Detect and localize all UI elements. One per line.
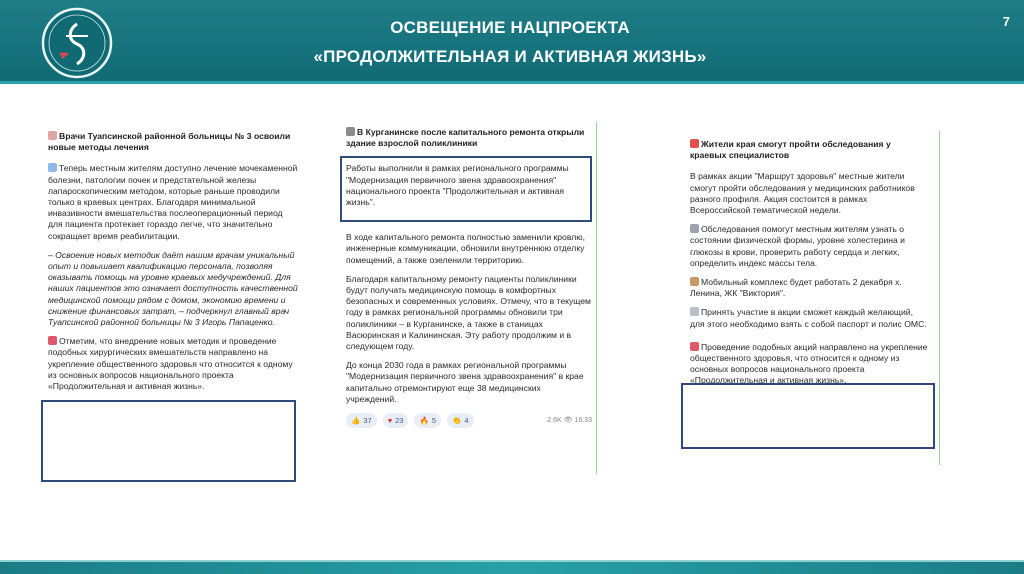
- post-paragraph: Теперь местным жителям доступно лечение мочекаменной болезни, патологии почек и предстательной железы лапароскопическим методом, которые раньше проводили только в краевых центрах. Благодаря минимальной инвазивности вмешательства послеоперационный период для пациента протекает гораздо легче, что значительно сокращает время реабилитации.: [48, 163, 298, 241]
- post-paragraph: Обследования помогут местным жителям узнать о состоянии физической формы, уровне холестерина и глюкозы в крови, проверить работу сердца и легких, определить индекс массы тела.: [690, 224, 905, 268]
- eye-icon: 👁: [563, 417, 573, 425]
- reaction-heart[interactable]: ♥ 23: [383, 413, 409, 428]
- post-paragraph: До конца 2030 года в рамках региональной программы "Модернизация первичного звена здравоохранения" в крае капитально отремонтируют еще 38 медицинских учреждений.: [346, 360, 584, 404]
- hospital-emoji-icon: [48, 131, 57, 140]
- thumbs-up-icon: 👍: [351, 416, 361, 426]
- sparkle-emoji-icon: [48, 163, 57, 172]
- pill-emoji-icon: [690, 342, 699, 351]
- post-paragraph: Проведение подобных акций направлено на укрепление общественного здоровья, что относится к одному из основных вопросов национального проекта «Продолжительная и активная жизнь».: [690, 341, 928, 386]
- document-emoji-icon: [690, 307, 699, 316]
- highlight-box: [681, 383, 935, 449]
- post-heading: Врачи Туапсинской районной больницы № 3 освоили новые методы лечения: [48, 131, 291, 153]
- building-emoji-icon: [346, 127, 355, 136]
- post-quote: – Освоение новых методик даёт нашим врачам уникальный опыт и повышает квалификацию персонала, позволяя оказывать помощь на уровне краевых медучреждений. Для наших пациентов это означает доступность качественной медицинской помощи рядом с домом, экономию времени и снижение финансовых затрат, – подчеркнул главный врач Туапсинской районной больницы № 3 Игорь Папаценко.: [48, 249, 298, 328]
- stethoscope-emoji-icon: [690, 224, 699, 233]
- red-cross-emoji-icon: [690, 139, 699, 148]
- slide-title-line2: «ПРОДОЛЖИТЕЛЬНАЯ И АКТИВНАЯ ЖИЗНЬ»: [313, 47, 707, 66]
- reaction-thumbs-up[interactable]: 👍 37: [346, 413, 377, 428]
- ambulance-emoji-icon: [690, 277, 699, 286]
- pill-emoji-icon: [48, 336, 57, 345]
- post-meta: 2.6K 👁 16:33: [547, 417, 592, 425]
- post-health-route: [690, 139, 928, 395]
- post-paragraph: Мобильный комплекс будет работать 2 декабря х. Ленина, ЖК "Виктория".: [690, 277, 902, 299]
- post-heading: В Курганинске после капитального ремонта открыли здание взрослой поликлиники: [346, 127, 585, 149]
- slide-title-line1: ОСВЕЩЕНИЕ НАЦПРОЕКТА: [390, 18, 630, 37]
- header-bar: [0, 0, 1024, 84]
- post-paragraph: В рамках акции "Маршрут здоровья" местные жители смогут пройти обследования у медицинских работников разного профиля. Акция состоится в рамках Всероссийской тематической недели.: [690, 171, 915, 216]
- page-number: 7: [1002, 14, 1010, 29]
- footer-bar: [0, 562, 1024, 574]
- post-paragraph: В ходе капитального ремонта полностью заменили кровлю, инженерные коммуникации, обновили внутреннюю отделку помещений, а также озеленили территорию.: [346, 232, 586, 265]
- heart-icon: ♥: [387, 416, 393, 426]
- post-paragraph: Принять участие в акции сможет каждый желающий, для этого необходимо взять с собой паспорт и полис ОМС.: [690, 307, 927, 329]
- post-paragraph: Отметим, что внедрение новых методик и проведение подобных хирургических вмешательств направлено на укрепление общественного здоровья что относится к одному из основных вопросов национального проекта «Продолжительная и активная жизнь».: [48, 336, 293, 392]
- post-paragraph: Благодаря капитальному ремонту пациенты поликлиники будут получать медицинскую помощь в комфортных безопасных и современных условиях. Отмечу, что в текущем году в рамках региональной программы обновили три поликлиники – в Курганинске, а также в станицах Васюринская и Калининская. Эту работу продолжим и в следующем году.: [346, 273, 591, 352]
- reaction-fire[interactable]: 🔥 5: [414, 413, 441, 428]
- post-paragraph: Работы выполнили в рамках регионального программы "Модернизация первичного звена здравоохранения" национального проекта "Продолжительная и активная жизнь".: [346, 163, 569, 208]
- clap-icon: 👏: [452, 416, 462, 426]
- post-heading: Жители края смогут пройти обследования у краевых специалистов: [690, 139, 891, 161]
- reaction-clap[interactable]: 👏 4: [447, 413, 474, 428]
- ministry-logo-icon: [40, 6, 114, 80]
- highlight-box: [340, 156, 592, 222]
- highlight-box: [41, 400, 296, 482]
- reactions-bar: [346, 413, 592, 428]
- post-tuapse-hospital: [48, 131, 298, 400]
- fire-icon: 🔥: [419, 416, 429, 426]
